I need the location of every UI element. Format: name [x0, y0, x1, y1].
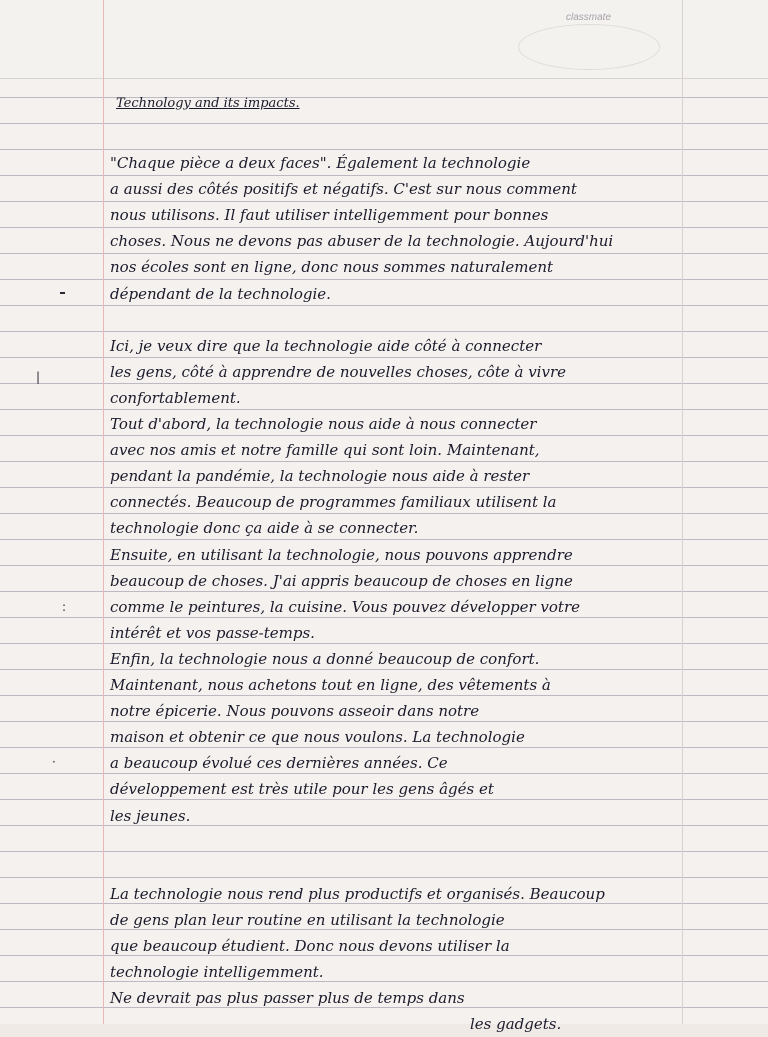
- margin-tick: |: [36, 370, 41, 384]
- essay-line: Maintenant, nous achetons tout en ligne, des vêtements à: [110, 676, 551, 694]
- essay-line: beaucoup de choses. J'ai appris beaucoup de choses en ligne: [110, 572, 573, 590]
- essay-line: choses. Nous ne devons pas abuser de la technologie. Aujourd'hui: [110, 232, 614, 250]
- essay-line: développement est très utile pour les gens âgés et: [110, 780, 494, 798]
- essay-line: connectés. Beaucoup de programmes familiaux utilisent la: [110, 493, 557, 511]
- essay-line: Ensuite, en utilisant la technologie, nous pouvons apprendre: [110, 546, 573, 564]
- essay-line: que beaucoup étudient. Donc nous devons utiliser la: [110, 937, 510, 955]
- essay-line: notre épicerie. Nous pouvons asseoir dans notre: [110, 702, 480, 720]
- essay-line: dépendant de la technologie.: [110, 285, 331, 303]
- essay-line: maison et obtenir ce que nous voulons. La technologie: [110, 728, 525, 746]
- right-margin-line: [682, 0, 683, 1024]
- essay-line: La technologie nous rend plus productifs et organisés. Beaucoup: [110, 885, 605, 903]
- essay-line: nous utilisons. Il faut utiliser intelligemment pour bonnes: [110, 206, 549, 224]
- essay-line: technologie intelligemment.: [110, 963, 324, 981]
- essay-line: comme le peintures, la cuisine. Vous pouvez développer votre: [110, 598, 580, 616]
- essay-line: Enfin, la technologie nous a donné beaucoup de confort.: [110, 650, 540, 668]
- essay-line: pendant la pandémie, la technologie nous aide à rester: [110, 467, 530, 485]
- brand-logo-swirl: [518, 24, 660, 70]
- essay-line: avec nos amis et notre famille qui sont loin. Maintenant,: [110, 441, 540, 459]
- margin-mark: [60, 292, 65, 294]
- essay-line: a aussi des côtés positifs et négatifs. C'est sur nous comment: [110, 180, 577, 198]
- essay-line: de gens plan leur routine en utilisant la technologie: [110, 911, 505, 929]
- essay-line: "Chaque pièce a deux faces". Également la technologie: [110, 154, 531, 172]
- essay-title: Technology and its impacts.: [116, 96, 300, 111]
- essay-line: les gadgets.: [470, 1015, 562, 1033]
- essay-line: Ici, je veux dire que la technologie aide côté à connecter: [110, 337, 542, 355]
- essay-line: confortablement.: [110, 389, 241, 407]
- essay-line: a beaucoup évolué ces dernières années. Ce: [110, 754, 448, 772]
- essay-line: Tout d'abord, la technologie nous aide à nous connecter: [110, 415, 537, 433]
- essay-line: nos écoles sont en ligne, donc nous sommes naturalement: [110, 258, 554, 276]
- essay-line: technologie donc ça aide à se connecter.: [110, 519, 419, 537]
- essay-line: Ne devrait pas plus passer plus de temps dans: [110, 989, 465, 1007]
- left-margin-line: [103, 0, 104, 1024]
- brand-label: classmate: [566, 12, 612, 23]
- essay-line: intérêt et vos passe-temps.: [110, 624, 315, 642]
- margin-dots: :: [62, 600, 67, 614]
- essay-line: les jeunes.: [110, 807, 191, 825]
- margin-dots: ·: [52, 755, 56, 769]
- essay-line: les gens, côté à apprendre de nouvelles choses, côte à vivre: [110, 363, 566, 381]
